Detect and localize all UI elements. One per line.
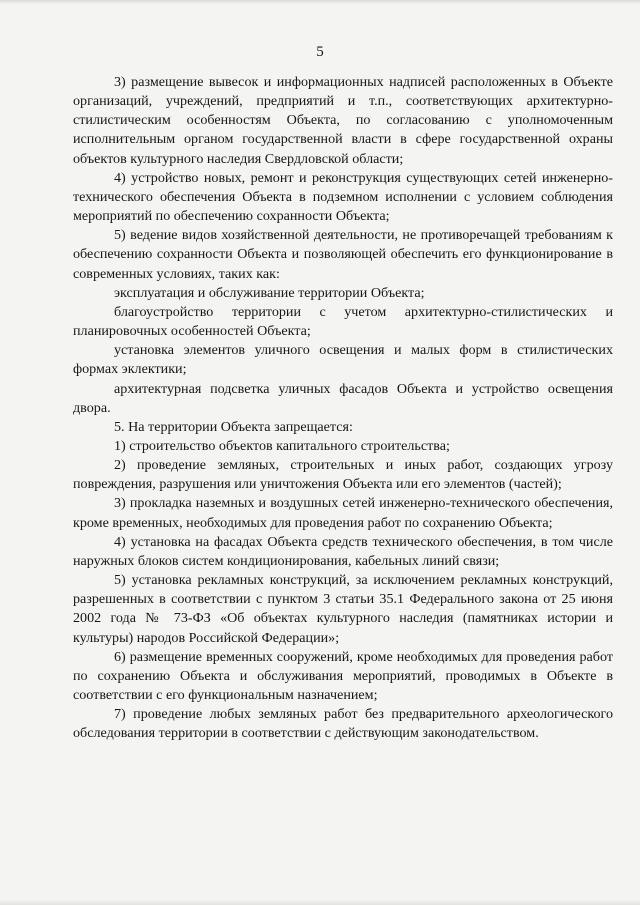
prohibited-item-1: 1) строительство объектов капитального строительства; [114,437,450,454]
scan-edge-top [0,0,640,4]
prohibited-item-4: 4) установка на фасадах Объекта средств технического обеспечения, в том числе наружных блоков систем кондиционирования, кабельных линий связи; [73,533,613,569]
prohibited-item-3: 3) прокладка наземных и воздушных сетей инженерно-технического обеспечения, кроме временных, необходимых для проведения работ по сохранению Объекта; [73,495,613,531]
prohibited-item-5: 5) установка рекламных конструкций, за исключением рекламных конструкций, разрешенных в соответствии с пунктом 3 статьи 35.1 Федерального закона от 25 июня 2002 года № 73-ФЗ «Об объектах культурного наследия (памятниках истории и культуры) народов Российской Федерации»; [73,572,613,646]
prohibited-item-7: 7) проведение любых земляных работ без предварительного археологического обследования территории в соответствии с действующим законодательством. [73,706,613,742]
paragraph-landscaping: благоустройство территории с учетом архитектурно-стилистических и планировочных особенностей Объекта; [73,303,613,340]
prohibited-item-6: 6) размещение временных сооружений, кроме необходимых для проведения работ по сохранению Объекта и обслуживания мероприятий, проводимых в Объекте в соответствии с его функциональным назначением; [73,648,613,703]
paragraph-facade-lighting: архитектурная подсветка уличных фасадов Объекта и устройство освещения двора. [73,380,613,416]
paragraph-territory-maintenance: эксплуатация и обслуживание территории Объекта; [114,284,425,301]
document-body [73,73,613,743]
paragraph-item-3-signage: 3) размещение вывесок и информационных надписей расположенных в Объекте организаций, учреждений, предприятий и т.п., соответствующих архитектурно-стилистическим особенностям Объекта, по согласованию с уполномоченным исполнительным органом государственной власти в сфере государственной охраны объектов культурного наследия Свердловской области; [73,74,613,167]
paragraph-street-lighting: установка элементов уличного освещения и малых форм в стилистических формах эклектики; [73,342,613,378]
section-heading-prohibited: 5. На территории Объекта запрещается: [114,418,353,435]
prohibited-item-2: 2) проведение земляных, строительных и иных работ, создающих угрозу повреждения, разрушения или уничтожения Объекта или его элементов (частей); [73,457,613,493]
paragraph-item-4-utility-networks: 4) устройство новых, ремонт и реконструкция существующих сетей инженерно-технического обеспечения Объекта в подземном исполнении с условием соблюдения мероприятий по обеспечению сохранности Объекта; [73,169,613,225]
paragraph-item-5-economic-activity: 5) ведение видов хозяйственной деятельности, не противоречащей требованиям к обеспечению сохранности Объекта и позволяющей обеспечить его функционирование в современных условиях, таких как: [73,227,613,282]
page-number: 5 [316,44,324,60]
scan-edge-bottom [0,899,640,905]
